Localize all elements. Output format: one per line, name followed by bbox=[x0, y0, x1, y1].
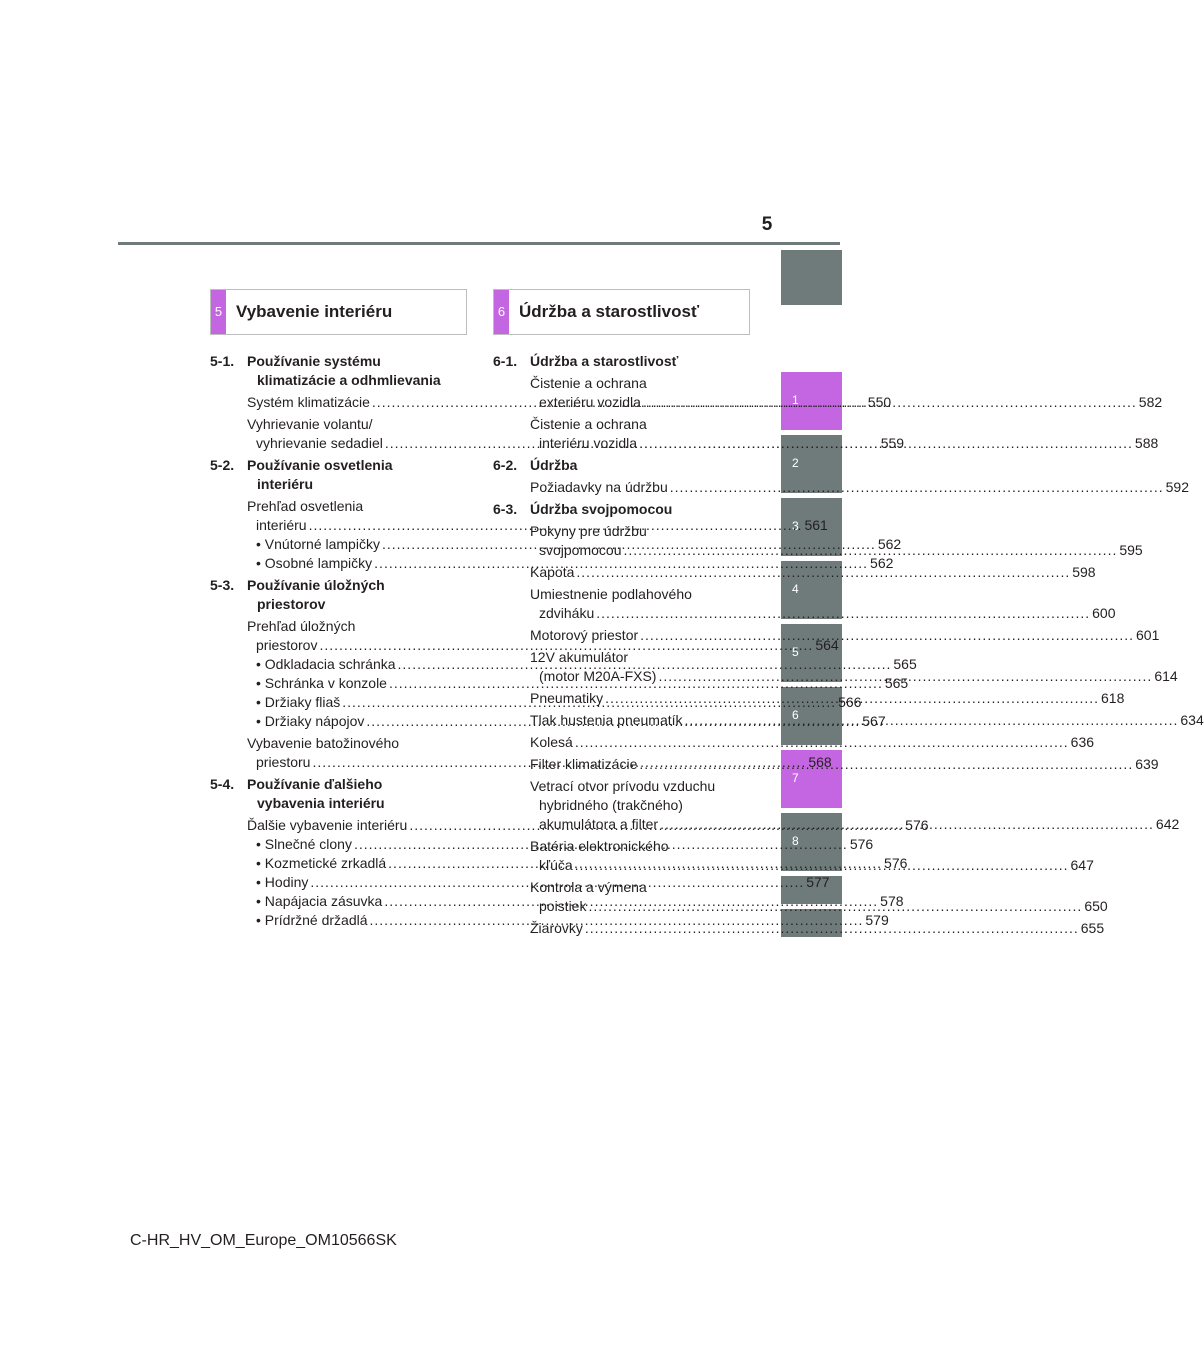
section-number: 6 bbox=[494, 290, 509, 334]
header-rule bbox=[118, 242, 840, 245]
chapter-heading[interactable]: 6-2. Údržba bbox=[493, 457, 578, 473]
toc-entry[interactable]: Kontrola a výmena poistiek ..... 650 bbox=[493, 878, 741, 916]
chapter-heading[interactable]: 5-1. Používanie systému klimatizácie a odhmlievania bbox=[210, 353, 441, 388]
document-footer-id: C-HR_HV_OM_Europe_OM10566SK bbox=[130, 1232, 397, 1249]
toc-subentry[interactable]: • Slnečné clony ..... 576 bbox=[247, 835, 458, 854]
toc-entry[interactable]: Vetrací otvor prívodu vzduchu hybridného (trakčného) akumulátora a filter ..... 642 bbox=[493, 777, 741, 834]
chapter-heading[interactable]: 6-1. Údržba a starostlivosť bbox=[493, 353, 679, 369]
chapter-tab-8[interactable]: 8 bbox=[781, 813, 842, 871]
toc-subentry[interactable]: • Držiaky nápojov ..... 567 bbox=[247, 712, 458, 731]
chapter-tab-blank-top[interactable] bbox=[781, 250, 842, 305]
toc-entry[interactable]: Vyhrievanie volantu/ vyhrievanie sedadiel ..... 559 bbox=[210, 415, 458, 453]
chapter-heading[interactable]: 5-2. Používanie osvetlenia interiéru bbox=[210, 457, 393, 492]
toc-subentry[interactable]: • Držiaky fliaš ..... 566 bbox=[247, 693, 458, 712]
toc-entry[interactable]: Žiarovky ..... 655 bbox=[493, 919, 741, 938]
toc-subentry[interactable]: • Prídržné držadlá ..... 579 bbox=[247, 911, 458, 930]
chapter-heading[interactable]: 5-4. Používanie ďalšieho vybavenia interiéru bbox=[210, 776, 385, 811]
toc-subentry[interactable]: • Napájacia zásuvka ..... 578 bbox=[247, 892, 458, 911]
chapter-tab-1[interactable]: 1 bbox=[781, 372, 842, 430]
section-title: Údržba a starostlivosť bbox=[519, 302, 700, 321]
toc-entry[interactable]: Požiadavky na údržbu ..... 592 bbox=[493, 478, 741, 497]
chapter-tab-7[interactable]: 7 bbox=[781, 750, 842, 808]
toc-subentry[interactable]: • Kozmetické zrkadlá ..... 576 bbox=[247, 854, 458, 873]
toc-subentry[interactable]: • Osobné lampičky ..... 562 bbox=[247, 554, 458, 573]
toc-entry[interactable]: Prehľad osvetlenia interiéru ..... 561 • Vnútorné lampičky ..... 562 • Osobné lampičky ..... 562 bbox=[210, 497, 458, 573]
section-header-6 bbox=[493, 289, 750, 335]
toc-entry[interactable]: Ďalšie vybavenie interiéru ..... 576 • Slnečné clony ..... 576 • Kozmetické zrkadlá ..... 576 • Hodiny ..... 577 • Napájacia zásuvka ..... 578 • Prídržné držadlá ..... 579 bbox=[210, 816, 458, 930]
chapter-heading[interactable]: 5-3. Používanie úložných priestorov bbox=[210, 577, 385, 612]
section-title: Vybavenie interiéru bbox=[236, 302, 393, 321]
toc-entry[interactable]: Kolesá ..... 636 bbox=[493, 733, 741, 752]
toc-entry[interactable]: Umiestnenie podlahového zdviháku ..... 600 bbox=[493, 585, 741, 623]
page-number: 5 bbox=[761, 214, 773, 235]
section-header-5 bbox=[210, 289, 467, 335]
toc-entry[interactable]: Čistenie a ochrana exteriéru vozidla ..... 582 bbox=[493, 374, 741, 412]
toc-entry[interactable]: Motorový priestor ..... 601 bbox=[493, 626, 741, 645]
toc-subentry[interactable]: • Hodiny ..... 577 bbox=[247, 873, 458, 892]
section-number: 5 bbox=[211, 290, 226, 334]
chapter-tab-2[interactable]: 2 bbox=[781, 435, 842, 493]
toc-entry[interactable]: Tlak hustenia pneumatík ..... 634 bbox=[493, 711, 741, 730]
toc-entry[interactable]: 12V akumulátor (motor M20A-FXS) ..... 614 bbox=[493, 648, 741, 686]
toc-subentry[interactable]: • Schránka v konzole ..... 565 bbox=[247, 674, 458, 693]
chapter-tab-4[interactable]: 4 bbox=[781, 561, 842, 619]
chapter-heading[interactable]: 6-3. Údržba svojpomocou bbox=[493, 501, 673, 517]
toc-entry[interactable]: Pokyny pre údržbu svojpomocou ..... 595 bbox=[493, 522, 741, 560]
toc-entry[interactable]: Vybavenie batožinového priestoru ..... 568 bbox=[210, 734, 458, 772]
toc-entry[interactable]: Prehľad úložných priestorov ..... 564 • Odkladacia schránka ..... 565 • Schránka v konzole ..... 565 • Držiaky fliaš ..... 566 • Držiaky nápojov ..... 567 bbox=[210, 617, 458, 731]
toc-entry[interactable]: Čistenie a ochrana interiéru vozidla ..... 588 bbox=[493, 415, 741, 453]
chapter-tab-3[interactable]: 3 bbox=[781, 498, 842, 556]
chapter-tab-6[interactable]: 6 bbox=[781, 687, 842, 745]
toc-entry[interactable]: Batéria elektronického kľúča ..... 647 bbox=[493, 837, 741, 875]
chapter-tab-5[interactable]: 5 bbox=[781, 624, 842, 682]
toc-entry[interactable]: Filter klimatizácie ..... 639 bbox=[493, 755, 741, 774]
toc-subentry[interactable]: • Odkladacia schránka ..... 565 bbox=[247, 655, 458, 674]
toc-entry[interactable]: Kapota ..... 598 bbox=[493, 563, 741, 582]
toc-entry[interactable]: Pneumatiky ..... 618 bbox=[493, 689, 741, 708]
toc-subentry[interactable]: • Vnútorné lampičky ..... 562 bbox=[247, 535, 458, 554]
toc-entry[interactable]: Systém klimatizácie ..... 550 bbox=[210, 393, 458, 412]
